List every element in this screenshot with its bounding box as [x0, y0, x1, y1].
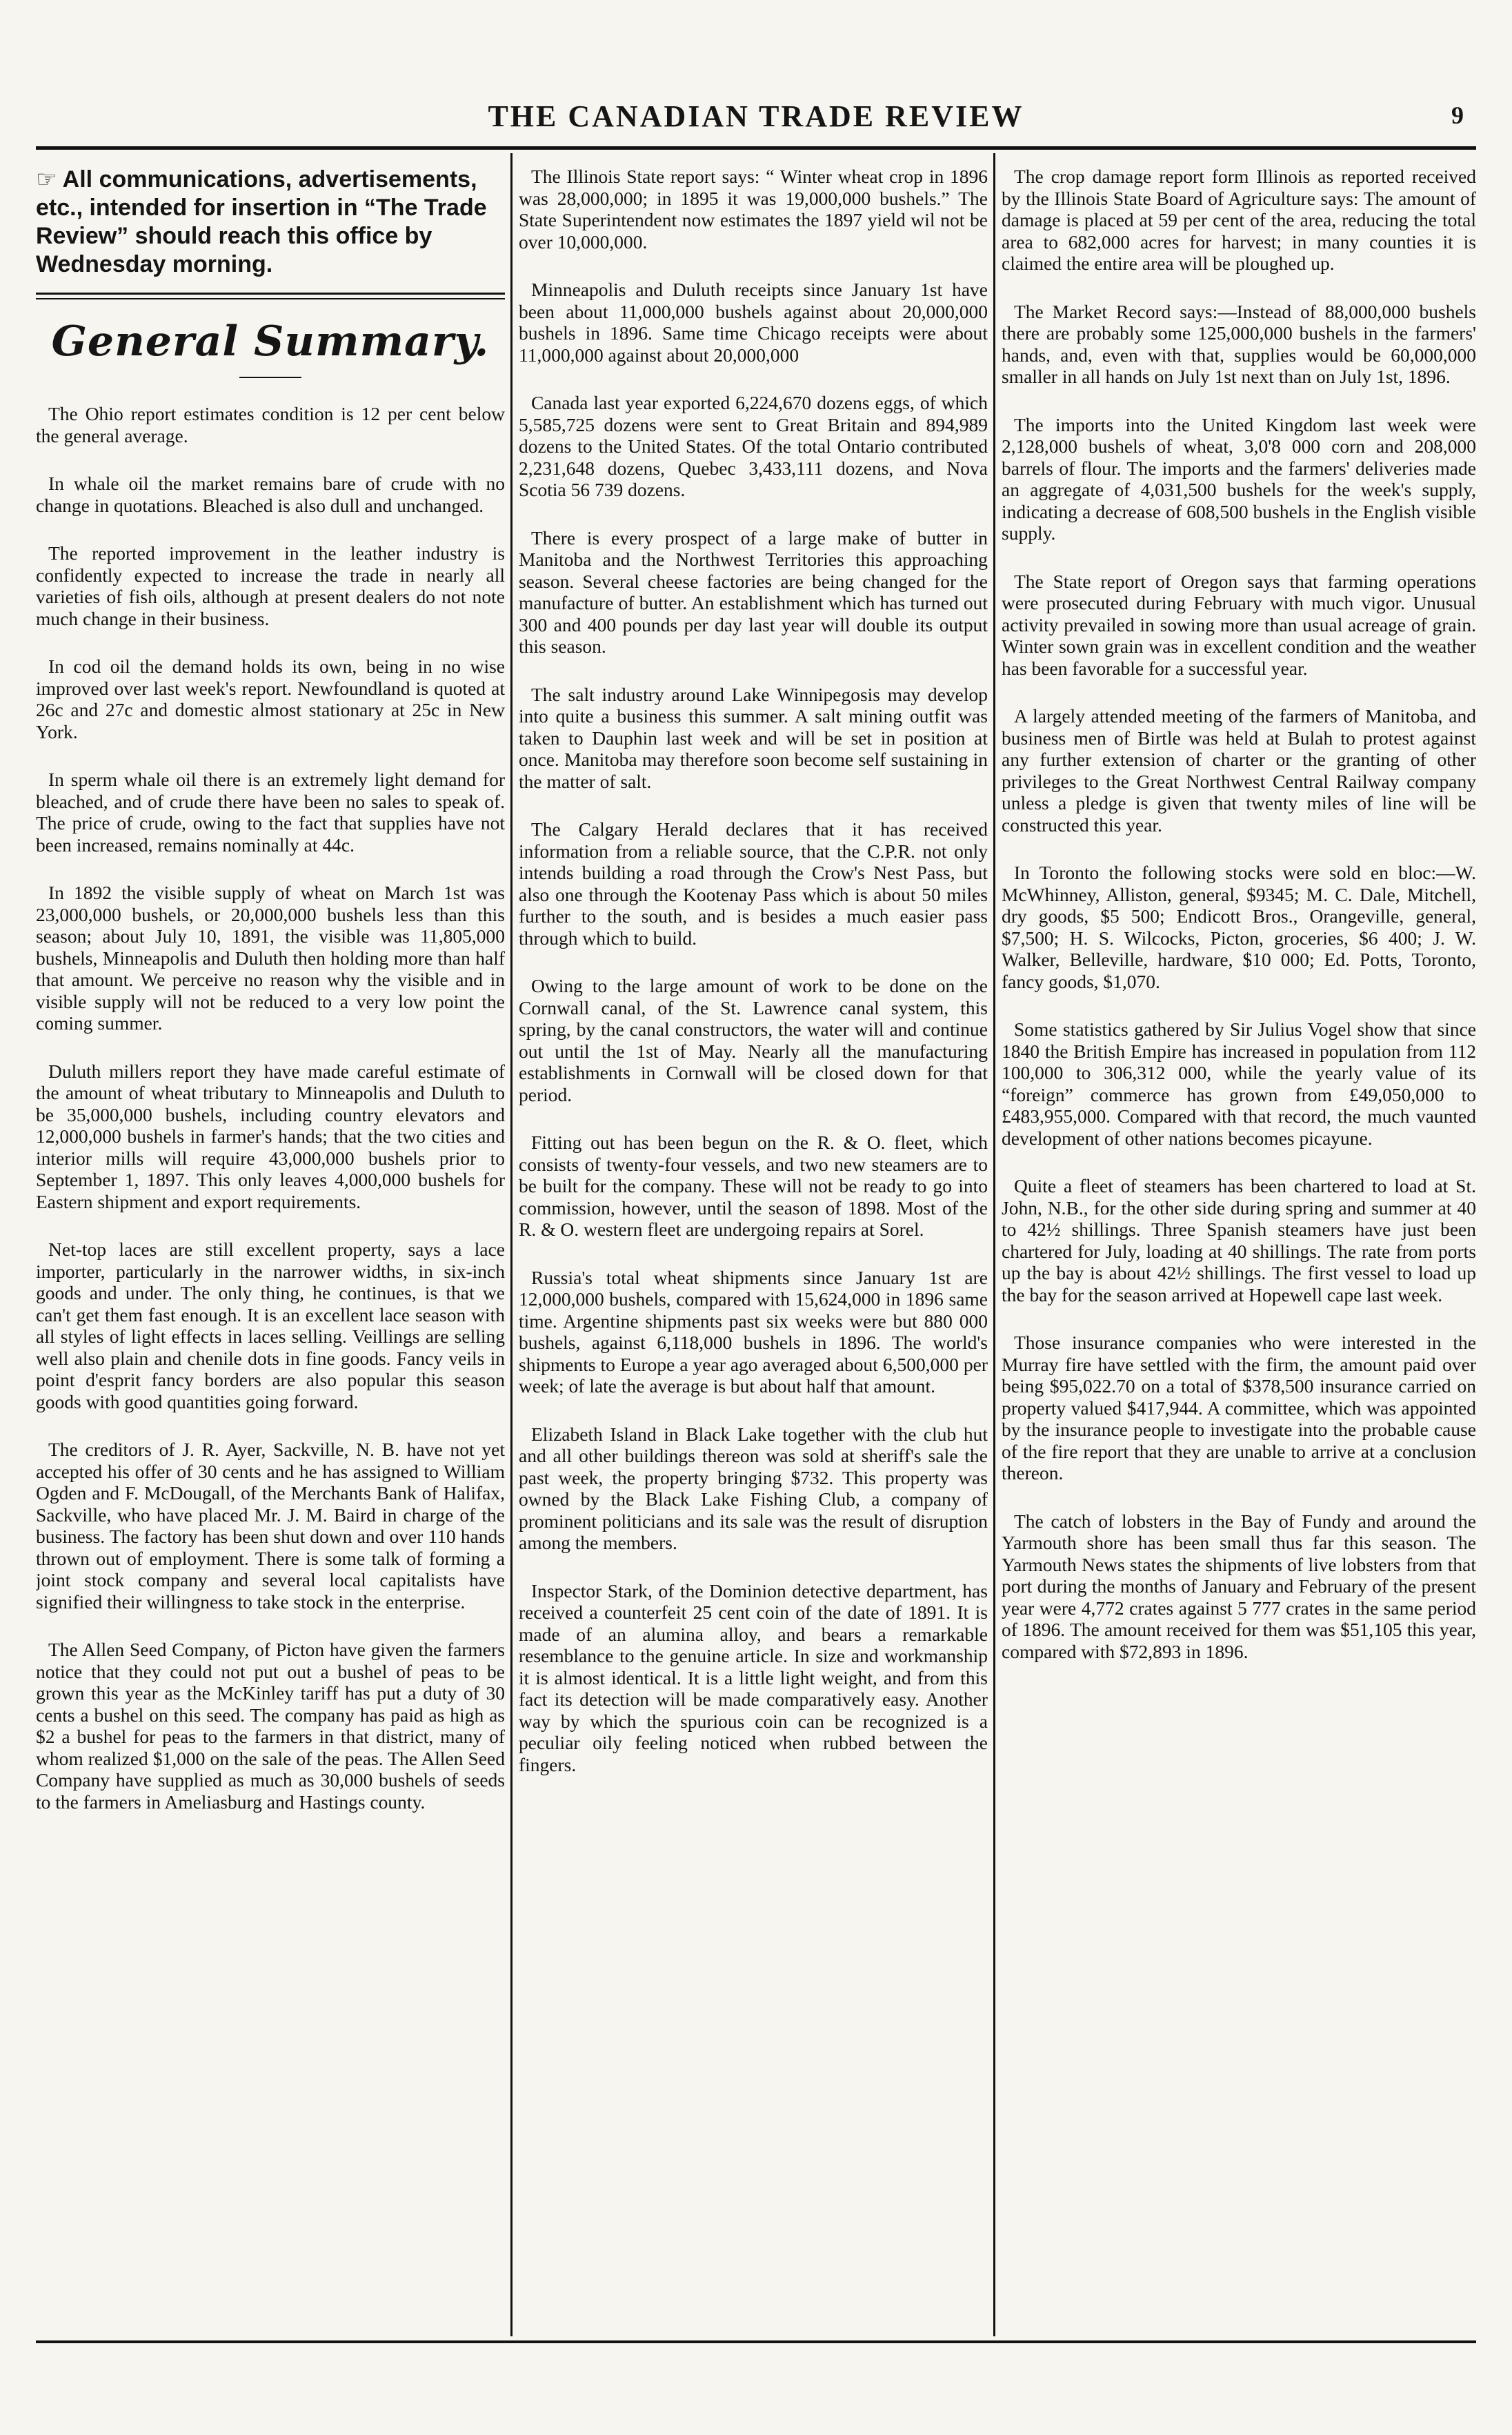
column-1: [36, 166, 505, 2332]
article-paragraph: Duluth millers report they have made careful estimate of the amount of wheat tributary to Minneapolis and Duluth to be 35,000,000 bushels, including country elevators and 12,000,000 bushels in farmer's hands; that the two cities and interior mills will require 43,000,000 bushels prior to September 1, 1897. This only leaves 4,000,000 bushels for Eastern shipment and export requirements.: [36, 1060, 505, 1212]
column-divider: [510, 153, 513, 2336]
article-paragraph: The salt industry around Lake Winnipegosis may develop into quite a business this summer. A salt mining outfit was taken to Dauphin last week and will be set in position at once. Manitoba may therefore soon become self sustaining in the matter of salt.: [519, 683, 988, 792]
section-title: General Summary.: [51, 317, 490, 366]
article-paragraph: Those insurance companies who were interested in the Murray fire have settled with the firm, the amount paid over being $95,022.70 on a total of $378,500 insurance carried on property valued $417,944. A committee, which was appointed by the insurance people to investigate into the probable cause of the fire report that they are unable to arrive at a conclusion thereon.: [1002, 1332, 1476, 1483]
article-paragraph: The State report of Oregon says that farming operations were prosecuted during February with much vigor. Unusual activity prevailed in sowing more than usual acreage of grain. Winter sown grain was in excellent condition and the weather has been favorable for a successful year.: [1002, 570, 1476, 679]
masthead: [41, 88, 1471, 144]
article-paragraph: The reported improvement in the leather industry is confidently expected to increase the trade in nearly all varieties of fish oils, although at present dealers do not note much change in their business.: [36, 542, 505, 629]
article-paragraph: In Toronto the following stocks were sold en bloc:—W. McWhinney, Alliston, general, $9345; M. C. Dale, Mitchell, dry goods, $5 500; Endicott Bros., Orangeville, general, $7,500; H. S. Wilcocks, Picton, groceries, $6 400; J. W. Walker, Belleville, hardware, $10 000; Ed. Potts, Toronto, fancy goods, $1,070.: [1002, 862, 1476, 992]
article-paragraph: The Ohio report estimates condition is 12 per cent below the general average.: [36, 403, 505, 446]
masthead-title: THE CANADIAN TRADE REVIEW: [488, 99, 1024, 133]
column-2: [519, 166, 988, 2332]
article-paragraph: In whale oil the market remains bare of crude with no change in quotations. Bleached is also dull and unchanged.: [36, 473, 505, 516]
article-paragraph: The creditors of J. R. Ayer, Sackville, N. B. have not yet accepted his offer of 30 cents and he has assigned to William Ogden and F. McDougall, of the Merchants Bank of Halifax, Sackville, who have placed Mr. J. M. Baird in charge of the business. The factory has been shut down and over 110 hands thrown out of employment. There is some talk of forming a joint stock company and several local capitalists have signified their willingness to take stock in the enterprise.: [36, 1439, 505, 1613]
article-paragraph: The crop damage report form Illinois as reported received by the Illinois State Board of Agriculture says: The amount of damage is placed at 59 per cent of the area, reducing the total area to 682,000 acres for harvest; in many counties it is claimed the entire area will be ploughed up.: [1002, 166, 1476, 274]
page-bottom-rule: [36, 2340, 1476, 2343]
page-number: 9: [1451, 101, 1464, 129]
article-paragraph: The Illinois State report says: “ Winter wheat crop in 1896 was 28,000,000; in 1895 it was 19,000,000 bushels.” The State Superintendent now estimates the 1897 yield wil not be over 10,000,000.: [519, 166, 988, 253]
article-paragraph: In sperm whale oil there is an extremely light demand for bleached, and of crude there have been no sales to speak of. The price of crude, owing to the fact that supplies have not been increased, remains nominally at 44c.: [36, 769, 505, 856]
article-paragraph: The Market Record says:—Instead of 88,000,000 bushels there are probably some 125,000,000 bushels in the farmers' hands, and, even with that, supplies would be 60,000,000 smaller in all hands on July 1st next than on July 1st, 1896.: [1002, 300, 1476, 387]
article-paragraph: Some statistics gathered by Sir Julius Vogel show that since 1840 the British Empire has increased in population from 112 100,000 to 306,312 000, while the yearly value of its “foreign” commerce has grown from £49,050,000 to £483,955,000. Compared with that record, the much vaunted development of other nations becomes picayune.: [1002, 1018, 1476, 1149]
article-paragraph: Elizabeth Island in Black Lake together with the club hut and all other buildings thereon was sold at sheriff's sale the past week, the property bringing $732. This property was owned by the Black Lake Fishing Club, a company of prominent politicians and its sale was the result of disruption among the members.: [519, 1423, 988, 1553]
article-paragraph: Canada last year exported 6,224,670 dozens eggs, of which 5,585,725 dozens were sent to Great Britain and 894,989 dozens to the United States. Of the total Ontario contributed 2,231,648 dozens, Quebec 3,433,111 dozens, and Nova Scotia 56 739 dozens.: [519, 392, 988, 500]
article-paragraph: The catch of lobsters in the Bay of Fundy and around the Yarmouth shore has been small thus far this season. The Yarmouth News states the shipments of live lobsters from that port during the months of January and February of the present year were 4,772 crates against 5 777 crates in the same period of 1896. The amount received for them was $51,105 this year, compared with $72,893 in 1896.: [1002, 1510, 1476, 1662]
pointing-hand-icon: ☞: [36, 166, 57, 193]
submission-notice: [36, 166, 505, 279]
column-divider: [993, 153, 995, 2336]
article-paragraph: Russia's total wheat shipments since January 1st are 12,000,000 bushels, compared with 15,624,000 in 1896 same time. Argentine shipments past six weeks were but 880 000 bushels, against 6,118,000 bushels in 1896. The world's shipments to Europe a year ago averaged about 6,500,000 per week; of late the average is but about half that amount.: [519, 1266, 988, 1397]
article-paragraph: Minneapolis and Duluth receipts since January 1st have been about 11,000,000 bushels against about 20,000,000 bushels in 1896. Same time Chicago receipts were about 11,000,000 against about 20,000,000: [519, 279, 988, 366]
notice-text: All communications, advertisements, etc., intended for insertion in “The Trade Review” should reach this office by Wednesday morning.: [36, 166, 487, 277]
title-underline: [239, 377, 301, 378]
section-rule: [36, 293, 505, 299]
article-paragraph: In 1892 the visible supply of wheat on March 1st was 23,000,000 bushels, or 20,000,000 bushels less than this season; about July 10, 1891, the visible was 11,805,000 bushels, Minneapolis and Duluth then holding more than half that amount. We perceive no reason why the visible and in visible supply will not be reduced to a very low point the coming summer.: [36, 882, 505, 1034]
article-paragraph: Net-top laces are still excellent property, says a lace importer, particularly in the narrower widths, in six-inch goods and under. The only thing, he continues, is that we can't get them fast enough. It is an excellent lace season with all styles of light effects in laces selling. Veillings are selling well also plain and chenile dots in fine goods. Fancy veils in point d'esprit fancy borders are also popular this season goods with good quantities going forward.: [36, 1239, 505, 1412]
article-paragraph: Quite a fleet of steamers has been chartered to load at St. John, N.B., for the other side during spring and summer at 40 to 42½ shillings. Three Spanish steamers have just been chartered for July, loading at 40 shillings. The rate from ports up the bay is about 42½ shillings. The first vessel to load up the bay for the season arrived at Hopewell cape last week.: [1002, 1175, 1476, 1305]
article-paragraph: There is every prospect of a large make of butter in Manitoba and the Northwest Territories this approaching season. Several cheese factories are being changed for the manufacture of butter. An establishment which has turned out 300 and 400 pounds per day last year will double its output this season.: [519, 526, 988, 657]
article-paragraph: The Calgary Herald declares that it has received information from a reliable source, that the C.P.R. not only intends building a road through the Crow's Nest Pass, but also one through the Kootenay Pass which is about 50 miles further to the south, and is besides a much easier pass through which to build.: [519, 818, 988, 949]
article-paragraph: Owing to the large amount of work to be done on the Cornwall canal, of the St. Lawrence canal system, this spring, by the canal constructors, the water will and continue out until the 1st of May. Nearly all the manufacturing establishments in Cornwall will be closed down for that period.: [519, 975, 988, 1105]
article-paragraph: A largely attended meeting of the farmers of Manitoba, and business men of Birtle was held at Bulah to protest against any further extension of charter or the granting of other privileges to the Great Northwest Central Railway company unless a pledge is given that twenty miles of line will be constructed this year.: [1002, 705, 1476, 836]
article-paragraph: The Allen Seed Company, of Picton have given the farmers notice that they could not put out a bushel of peas to be grown this year as the McKinley tariff has put a duty of 30 cents a bushel on this seed. The company has paid as high as $2 a bushel for peas to the farmers in that district, many of whom realized $1,000 on the sale of the peas. The Allen Seed Company have supplied as much as 30,000 bushels of seeds to the farmers in Ameliasburg and Hastings county.: [36, 1639, 505, 1813]
article-paragraph: In cod oil the demand holds its own, being in no wise improved over last week's report. Newfoundland is quoted at 26c and 27c and domestic almost stationary at 25c in New York.: [36, 655, 505, 742]
article-paragraph: The imports into the United Kingdom last week were 2,128,000 bushels of wheat, 3,0'8 000 corn and 208,000 barrels of flour. The imports and the farmers' deliveries made an aggregate of 4,031,500 bushels for the week's supply, indicating a decrease of 608,500 bushels in the English visible supply.: [1002, 413, 1476, 544]
article-paragraph: Inspector Stark, of the Dominion detective department, has received a counterfeit 25 cent coin of the date of 1891. It is made of an alumina alloy, and bears a remarkable resemblance to the genuine article. In size and workmanship it is almost identical. It is a little light weight, and from this fact its detection will be made comparatively easy. Another way by which the spurious coin can be recognized is a peculiar oily feeling noticed when rubbed between the fingers.: [519, 1579, 988, 1775]
column-3: [1002, 166, 1476, 2332]
masthead-rule: [36, 146, 1476, 150]
article-paragraph: Fitting out has been begun on the R. & O. fleet, which consists of twenty-four vessels, and two new steamers are to be built for the company. These will not be ready to go into commission, however, until the season of 1898. Most of the R. & O. western fleet are undergoing repairs at Sorel.: [519, 1132, 988, 1240]
